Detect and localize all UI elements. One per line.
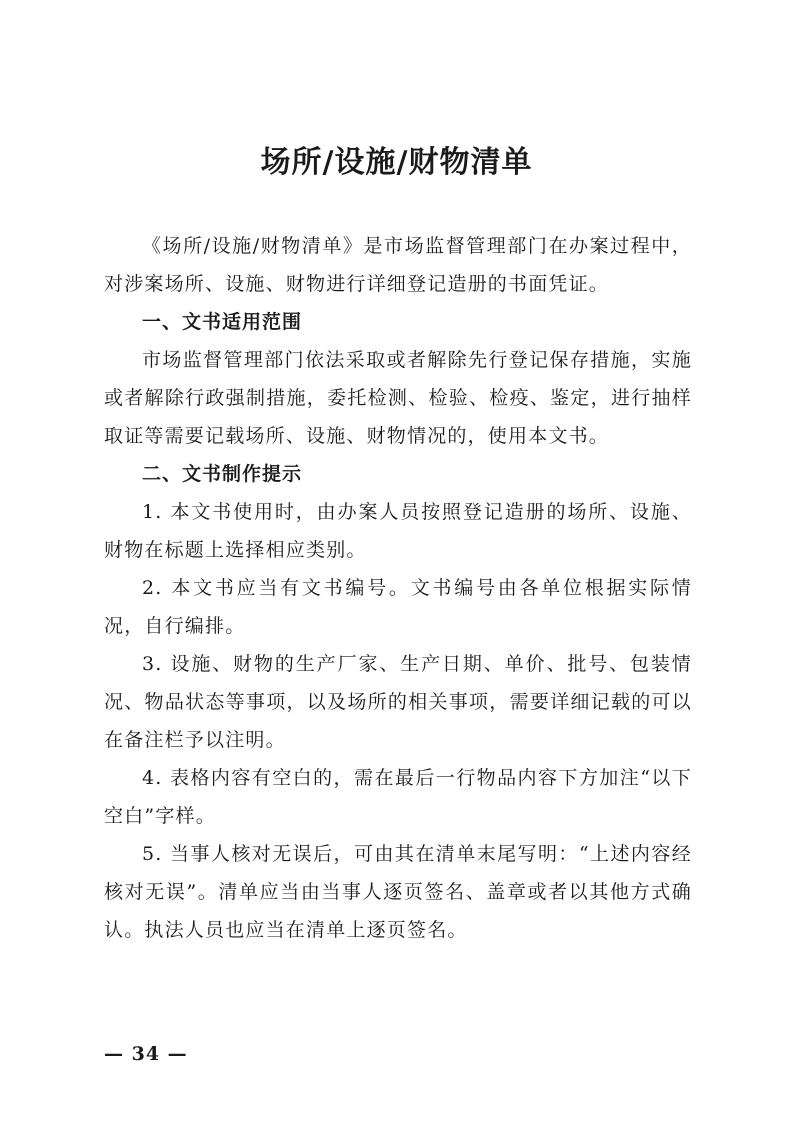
tip-item-4: 4. 表格内容有空白的，需在最后一行物品内容下方加注“以下空白”字样。 (104, 767, 692, 827)
tip-item-5: 5. 当事人核对无误后，可由其在清单末尾写明：“上述内容经核对无误”。清单应当由当事人逐页签名、盖章或者以其他方式确认。执法人员也应当在清单上逐页签名。 (104, 843, 692, 941)
tip-item-1: 1. 本文书使用时，由办案人员按照登记造册的场所、设施、财物在标题上选择相应类别。 (104, 501, 692, 561)
document-body (104, 227, 692, 949)
page-number: — 34 — (104, 1043, 188, 1065)
section-heading-scope: 一、文书适用范围 (142, 311, 303, 333)
document-title: 场所/设施/财物清单 (260, 145, 533, 180)
intro-paragraph: 《场所/设施/财物清单》是市场监督管理部门在办案过程中，对涉案场所、设施、财物进行详细登记造册的书面凭证。 (104, 235, 692, 295)
tip-item-3: 3. 设施、财物的生产厂家、生产日期、单价、批号、包装情况、物品状态等事项，以及场所的相关事项，需要详细记载的可以在备注栏予以注明。 (104, 653, 692, 751)
scope-paragraph: 市场监督管理部门依法采取或者解除先行登记保存措施，实施或者解除行政强制措施，委托检测、检验、检疫、鉴定，进行抽样取证等需要记载场所、设施、财物情况的，使用本文书。 (104, 349, 692, 447)
section-heading-tips: 二、文书制作提示 (142, 463, 303, 485)
tip-item-2: 2. 本文书应当有文书编号。文书编号由各单位根据实际情况，自行编排。 (104, 577, 692, 637)
